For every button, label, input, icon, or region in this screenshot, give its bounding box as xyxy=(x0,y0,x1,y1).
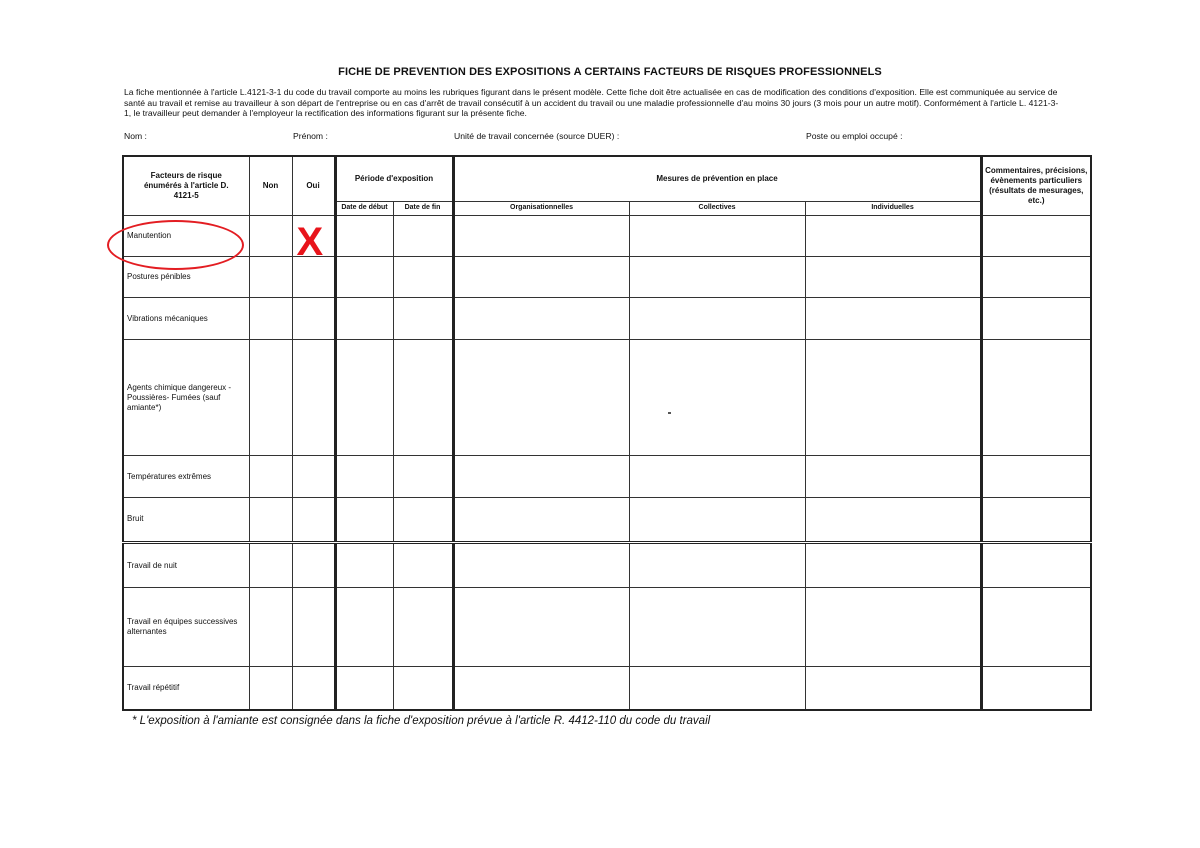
individuelles-cell[interactable] xyxy=(805,298,981,339)
header-date-fin: Date de fin xyxy=(393,201,453,215)
commentaires-cell[interactable] xyxy=(981,667,1091,710)
factor-label: Manutention xyxy=(123,215,249,256)
date-debut-cell[interactable] xyxy=(335,667,393,710)
table-row xyxy=(123,588,1091,667)
non-cell[interactable] xyxy=(249,588,292,667)
header-factors: Facteurs de risque énumérés à l'article D. 4121-5 xyxy=(123,156,249,215)
intro-line: La fiche mentionnée à l'article L.4121-3-1 du code du travail comporte au moins les rubriques figurant dans le présent modèle. Cette fiche doit être actualisée en cas de modification des conditions d'exposition. Elle est communiquée au service de xyxy=(124,87,1058,97)
factor-label: Travail en équipes successives alternantes xyxy=(123,588,249,667)
page-title: FICHE DE PREVENTION DES EXPOSITIONS A CERTAINS FACTEURS DE RISQUES PROFESSIONNELS xyxy=(338,66,882,78)
factor-label: Agents chimique dangereux - Poussières- Fumées (sauf amiante*) xyxy=(123,339,249,456)
factor-label: Travail de nuit xyxy=(123,542,249,587)
collectives-cell[interactable] xyxy=(629,215,805,256)
non-cell[interactable] xyxy=(249,256,292,297)
table-row xyxy=(123,497,1091,542)
oui-cell[interactable] xyxy=(292,215,335,264)
organisationnelles-cell[interactable] xyxy=(453,588,629,667)
factor-label: Bruit xyxy=(123,497,249,542)
collectives-cell[interactable] xyxy=(629,667,805,710)
x-mark: X xyxy=(296,219,324,264)
oui-cell[interactable] xyxy=(292,456,335,497)
date-debut-cell[interactable] xyxy=(335,256,393,297)
date-fin-cell[interactable] xyxy=(393,298,453,339)
non-cell[interactable] xyxy=(249,298,292,339)
collectives-cell[interactable] xyxy=(629,256,805,297)
factor-label: Travail répétitif xyxy=(123,667,249,710)
commentaires-cell[interactable] xyxy=(981,256,1091,297)
field-nom: Nom : xyxy=(124,131,147,141)
header-periode: Période d'exposition xyxy=(335,156,453,201)
collectives-cell[interactable] xyxy=(629,456,805,497)
scan-speck xyxy=(668,412,671,414)
table-row xyxy=(123,339,1091,456)
commentaires-cell[interactable] xyxy=(981,215,1091,256)
intro-line: 1, le travailleur peut demander à l'employeur la rectification des informations figurant sur la présente fiche. xyxy=(124,108,527,119)
organisationnelles-cell[interactable] xyxy=(453,667,629,710)
date-fin-cell[interactable] xyxy=(393,339,453,456)
oui-cell[interactable] xyxy=(292,298,335,339)
oui-cell[interactable] xyxy=(292,667,335,710)
table-row xyxy=(123,667,1091,710)
risk-factor-table xyxy=(122,155,1092,711)
footnote: * L'exposition à l'amiante est consignée dans la fiche d'exposition prévue à l'article R. 4412-110 du code du travail xyxy=(132,715,711,727)
oui-cell[interactable] xyxy=(292,339,335,456)
non-cell[interactable] xyxy=(249,339,292,456)
table-row xyxy=(123,256,1091,297)
individuelles-cell[interactable] xyxy=(805,588,981,667)
individuelles-cell[interactable] xyxy=(805,667,981,710)
field-unite: Unité de travail concernée (source DUER) : xyxy=(454,131,620,141)
date-debut-cell[interactable] xyxy=(335,339,393,456)
commentaires-cell[interactable] xyxy=(981,298,1091,339)
field-poste: Poste ou emploi occupé : xyxy=(806,131,903,141)
date-fin-cell[interactable] xyxy=(393,542,453,587)
header-mesures: Mesures de prévention en place xyxy=(453,156,981,201)
table-row xyxy=(123,456,1091,497)
date-fin-cell[interactable] xyxy=(393,215,453,256)
commentaires-cell[interactable] xyxy=(981,339,1091,456)
organisationnelles-cell[interactable] xyxy=(453,339,629,456)
factor-label: Postures pénibles xyxy=(123,256,249,297)
factor-label: Vibrations mécaniques xyxy=(123,298,249,339)
header-oui: Oui xyxy=(292,156,335,215)
non-cell[interactable] xyxy=(249,456,292,497)
non-cell[interactable] xyxy=(249,497,292,542)
organisationnelles-cell[interactable] xyxy=(453,256,629,297)
organisationnelles-cell[interactable] xyxy=(453,456,629,497)
oui-cell[interactable] xyxy=(292,588,335,667)
commentaires-cell[interactable] xyxy=(981,588,1091,667)
intro-line: santé au travail et remise au travailleur à son départ de l'entreprise ou en cas d'arrêt de travail consécutif à un accident du travail ou une maladie professionnelle d'au moins 30 jours (3 mois pour un autre motif). Conformément à l'article L. 4121-3- xyxy=(124,97,1059,108)
table-row xyxy=(123,215,1091,256)
collectives-cell[interactable] xyxy=(629,588,805,667)
non-cell[interactable] xyxy=(249,667,292,710)
organisationnelles-cell[interactable] xyxy=(453,542,629,587)
table-row xyxy=(123,298,1091,339)
organisationnelles-cell[interactable] xyxy=(453,298,629,339)
date-fin-cell[interactable] xyxy=(393,497,453,542)
date-debut-cell[interactable] xyxy=(335,542,393,587)
header-individuelles: Individuelles xyxy=(805,201,981,215)
commentaires-cell[interactable] xyxy=(981,456,1091,497)
date-fin-cell[interactable] xyxy=(393,456,453,497)
collectives-cell[interactable] xyxy=(629,339,805,456)
date-debut-cell[interactable] xyxy=(335,588,393,667)
header-collectives: Collectives xyxy=(629,201,805,215)
date-debut-cell[interactable] xyxy=(335,456,393,497)
collectives-cell[interactable] xyxy=(629,497,805,542)
header-non: Non xyxy=(249,156,292,215)
commentaires-cell[interactable] xyxy=(981,497,1091,542)
organisationnelles-cell[interactable] xyxy=(453,215,629,256)
individuelles-cell[interactable] xyxy=(805,497,981,542)
oui-cell[interactable] xyxy=(292,542,335,587)
non-cell[interactable] xyxy=(249,215,292,256)
field-prenom: Prénom : xyxy=(293,131,328,141)
non-cell[interactable] xyxy=(249,542,292,587)
date-fin-cell[interactable] xyxy=(393,256,453,297)
oui-cell[interactable] xyxy=(292,497,335,542)
date-fin-cell[interactable] xyxy=(393,667,453,710)
factor-label: Températures extrêmes xyxy=(123,456,249,497)
header-commentaires: Commentaires, précisions, évènements particuliers (résultats de mesurages, etc.) xyxy=(981,156,1091,215)
header-date-debut: Date de début xyxy=(335,201,393,215)
date-debut-cell[interactable] xyxy=(335,298,393,339)
individuelles-cell[interactable] xyxy=(805,256,981,297)
individuelles-cell[interactable] xyxy=(805,456,981,497)
individuelles-cell[interactable] xyxy=(805,215,981,256)
date-fin-cell[interactable] xyxy=(393,588,453,667)
commentaires-cell[interactable] xyxy=(981,542,1091,587)
collectives-cell[interactable] xyxy=(629,298,805,339)
organisationnelles-cell[interactable] xyxy=(453,497,629,542)
date-debut-cell[interactable] xyxy=(335,497,393,542)
collectives-cell[interactable] xyxy=(629,542,805,587)
table-row xyxy=(123,542,1091,587)
individuelles-cell[interactable] xyxy=(805,339,981,456)
header-organisationnelles: Organisationnelles xyxy=(453,201,629,215)
individuelles-cell[interactable] xyxy=(805,542,981,587)
date-debut-cell[interactable] xyxy=(335,215,393,256)
intro-paragraph xyxy=(124,87,1094,119)
